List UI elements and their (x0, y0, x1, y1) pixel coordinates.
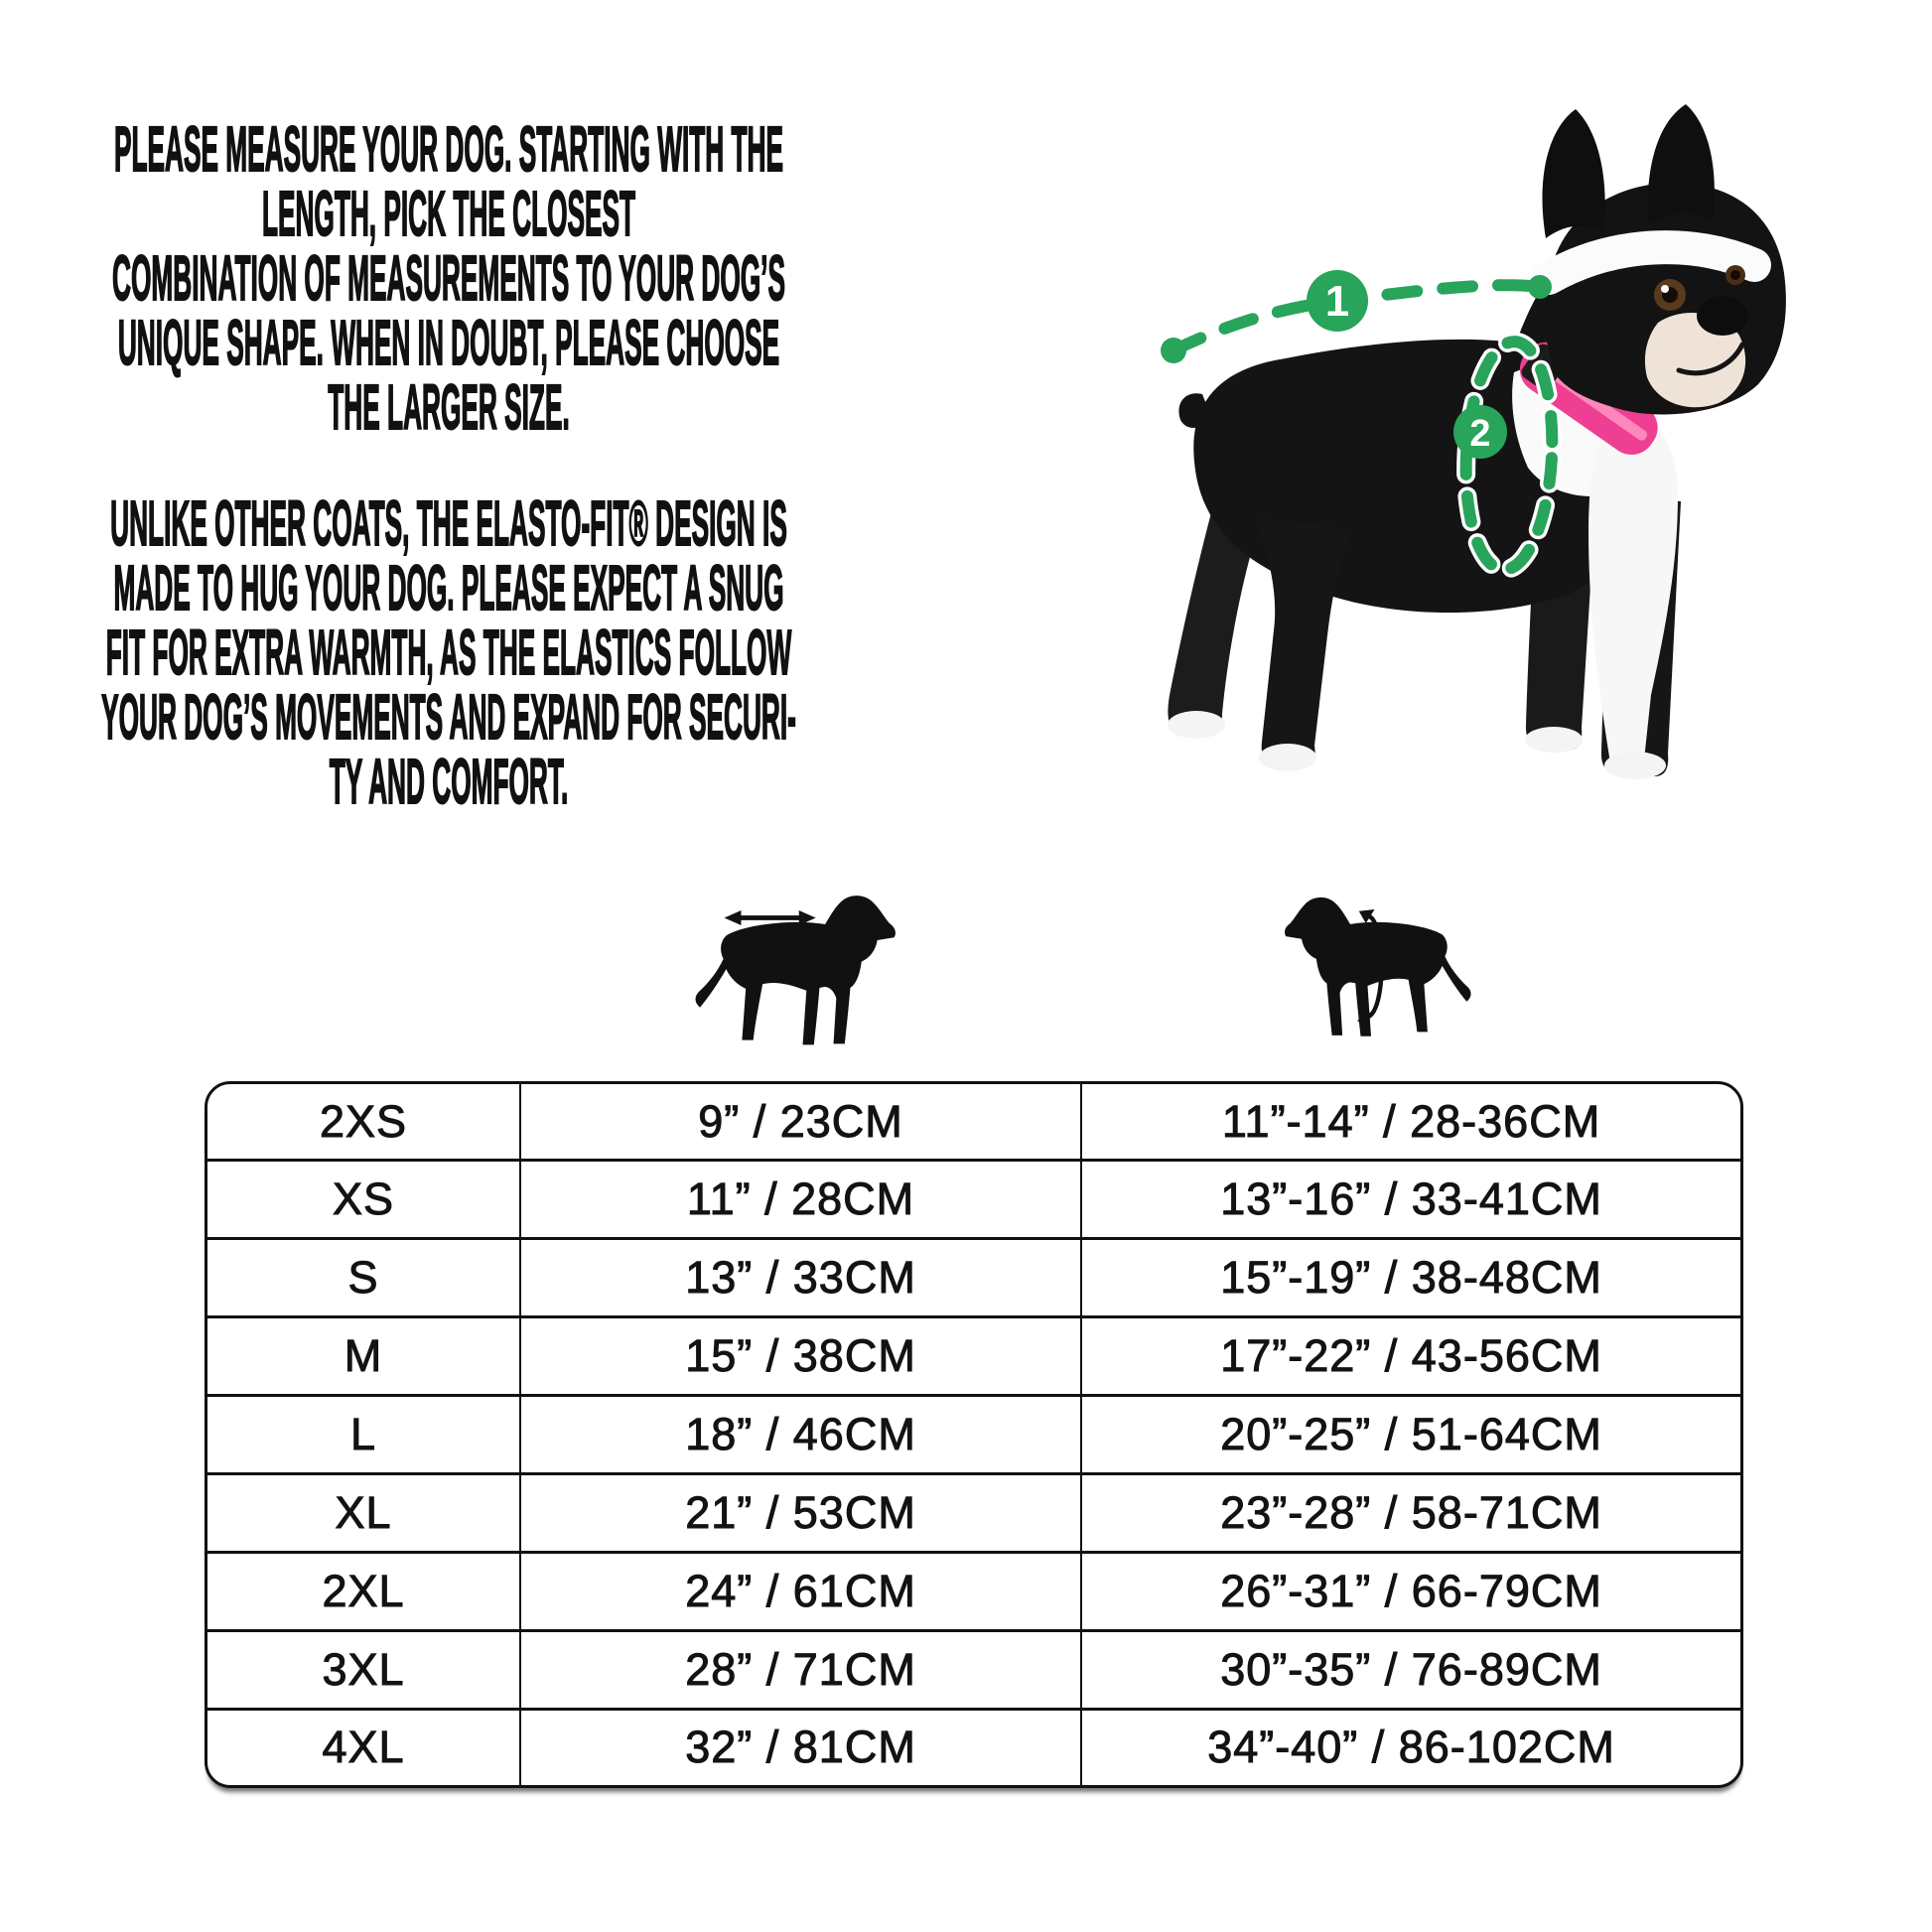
girth-cell: 30”-35” / 76-89CM (1081, 1630, 1740, 1709)
girth-cell: 34”-40” / 86-102CM (1081, 1709, 1740, 1785)
length-cell: 13” / 33CM (520, 1239, 1081, 1317)
dog-ear-left (1543, 109, 1605, 238)
girth-cell: 13”-16” / 33-41CM (1081, 1161, 1740, 1239)
girth-cell: 11”-14” / 28-36CM (1081, 1084, 1740, 1161)
girth-cell: 15”-19” / 38-48CM (1081, 1239, 1740, 1317)
table-row (207, 1084, 1740, 1161)
length-cell: 21” / 53CM (520, 1473, 1081, 1552)
size-table (205, 1081, 1743, 1788)
size-cell: 2XS (319, 1095, 408, 1147)
size-cell: 3XL (207, 1630, 520, 1709)
size-cell: XL (207, 1473, 520, 1552)
measure-instructions-paragraph (82, 113, 815, 443)
girth-cell: 26”-31” / 66-79CM (1081, 1552, 1740, 1630)
table-row (207, 1396, 1740, 1474)
dog-paw (1259, 744, 1316, 771)
text-line: LENGTH, PICK THE CLOSEST (261, 178, 636, 249)
girth-cell: 23”-28” / 58-71CM (1081, 1473, 1740, 1552)
dog-measurement-photo (1087, 74, 1891, 804)
step-2-number: 2 (1469, 413, 1491, 455)
table-row (207, 1317, 1740, 1396)
length-cell: 24” / 61CM (520, 1552, 1081, 1630)
dog-eye-far (1725, 265, 1745, 285)
table-row (207, 1161, 1740, 1239)
length-cell: 28” / 71CM (520, 1630, 1081, 1709)
dog-hind-leg-near (1254, 517, 1353, 767)
table-row (207, 1709, 1740, 1785)
dog-ear-right (1648, 104, 1715, 223)
text-line: MADE TO HUG YOUR DOG. PLEASE EXPECT A SNUG (113, 552, 784, 623)
dog-girth-icon (1274, 882, 1482, 1055)
dog-length-icon (683, 879, 907, 1065)
dog-nose (1697, 296, 1748, 336)
text-line: COMBINATION OF MEASUREMENTS TO YOUR DOG’S (112, 242, 785, 314)
size-cell: L (207, 1396, 520, 1474)
intro-text-block (82, 113, 815, 817)
dog-paw (1168, 711, 1225, 739)
text-line: YOUR DOG’S MOVEMENTS AND EXPAND FOR SECURI- (101, 681, 796, 753)
table-row (207, 1630, 1740, 1709)
length-cell: 11” / 28CM (520, 1161, 1081, 1239)
step-2-badge (1453, 405, 1507, 459)
text-line: THE LARGER SIZE. (328, 371, 570, 443)
text-line: FIT FOR EXTRA WARMTH, AS THE ELASTICS FOLLOW (105, 617, 792, 688)
dog-eye-near (1654, 279, 1686, 311)
length-cell: 15” / 38CM (520, 1317, 1081, 1396)
dog-paw (1604, 752, 1666, 779)
table-row (207, 1239, 1740, 1317)
length-cell: 9” / 23CM (520, 1084, 1081, 1161)
table-row (207, 1473, 1740, 1552)
girth-cell: 20”-25” / 51-64CM (1081, 1396, 1740, 1474)
length-cell: 32” / 81CM (520, 1709, 1081, 1785)
size-cell: XS (207, 1161, 520, 1239)
size-cell: 4XL (207, 1709, 520, 1785)
size-cell: 2XL (207, 1552, 520, 1630)
table-row (207, 1552, 1740, 1630)
length-arrow (725, 910, 816, 925)
text-line: UNLIKE OTHER COATS, THE ELASTO-FIT® DESIGN IS (110, 487, 787, 559)
size-cell: M (207, 1317, 520, 1396)
dog-silhouette (1285, 897, 1470, 1036)
length-cell: 18” / 46CM (520, 1396, 1081, 1474)
size-cell: S (207, 1239, 520, 1317)
text-line: TY AND COMFORT. (329, 746, 569, 817)
dog-paw (1525, 727, 1583, 753)
girth-cell: 17”-22” / 43-56CM (1081, 1317, 1740, 1396)
text-line: UNIQUE SHAPE. WHEN IN DOUBT, PLEASE CHOOSE (117, 307, 780, 378)
step-1-badge (1307, 270, 1368, 332)
step-1-number: 1 (1324, 277, 1350, 326)
elasto-fit-paragraph (82, 487, 815, 817)
text-line: PLEASE MEASURE YOUR DOG. STARTING WITH THE (113, 113, 784, 185)
